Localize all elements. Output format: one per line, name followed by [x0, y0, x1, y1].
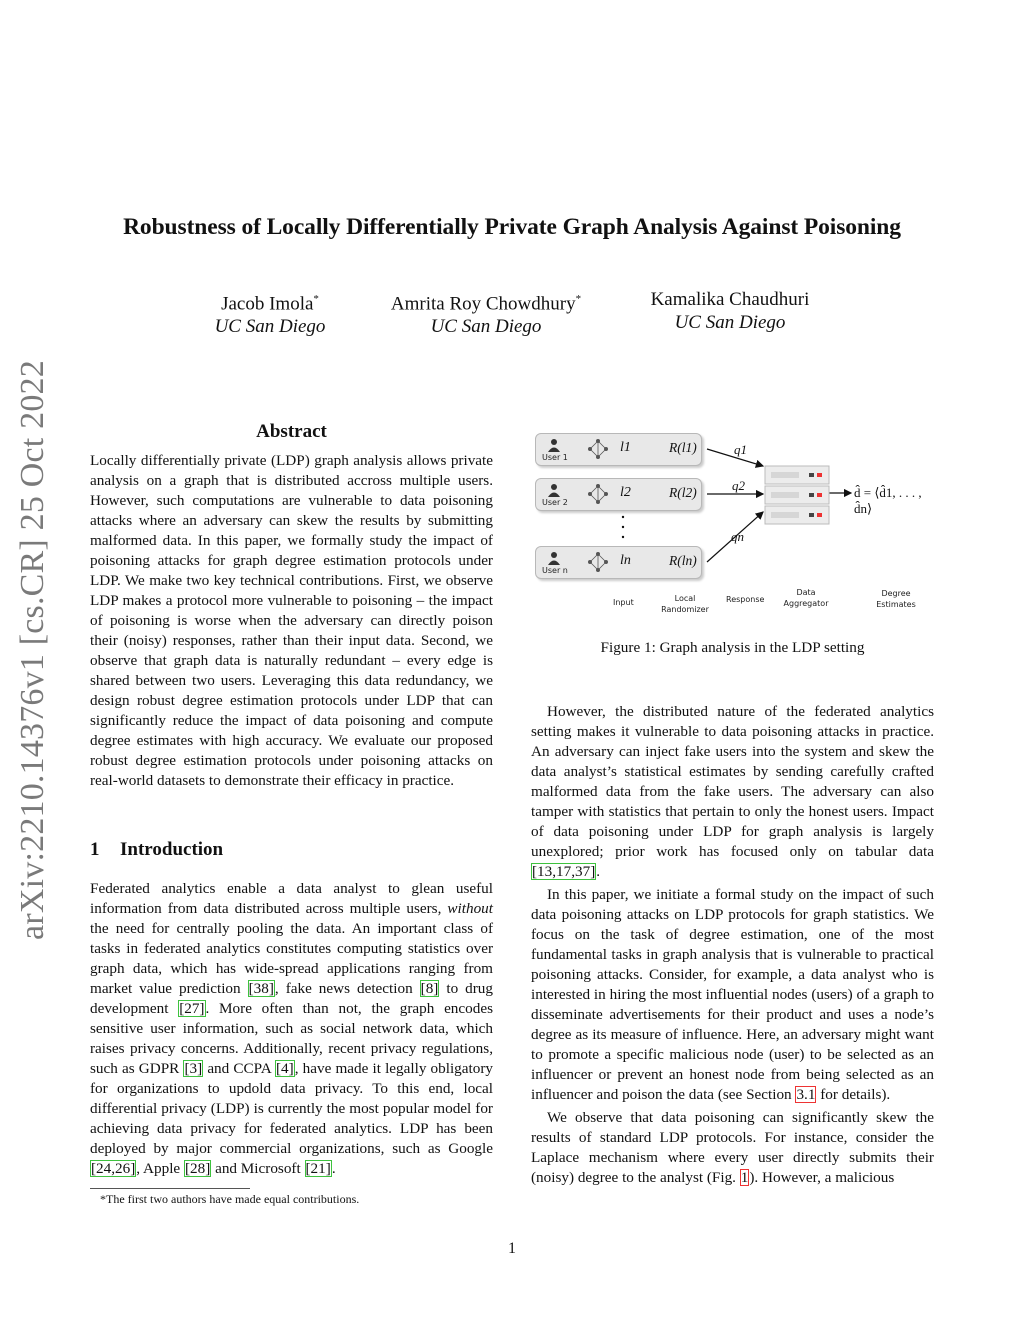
- user-box-2: [535, 478, 702, 511]
- user-icon: [548, 483, 560, 497]
- figure-1: [531, 428, 941, 623]
- local-input: l2: [620, 485, 631, 500]
- user-box-1: [535, 433, 702, 466]
- citation-link[interactable]: [24,26]: [91, 1160, 136, 1177]
- citation-link[interactable]: [38]: [248, 980, 274, 997]
- abstract-paragraph: Locally differentially private (LDP) graph analysis allows private analysis on a graph that is distributed accross multiple users. However, such computations are vulnerable to data poisoning attacks where an adversary can skew the results by submitting malformed data. In this paper, we formally study the impact of poisoning attacks for graph degree estimation protocols under LDP. We make two key technical contributions. First, we observe LDP makes a protocol more vulnerable to poisoning – the impact of poisoning is worse when the adversary can directly poison their (noisy) responses, rather than their input data. Second, we observe that graph data is naturally redundant – every edge is shared between two users. Leveraging this data redundancy, we design robust degree estimation protocols under LDP that can significantly reduce the impact of data poisoning and compute degree estimates with high accuracy. We evaluate our proposed robust degree estimation protocols under poisoning attacks on real-world datasets to demonstrate their efficacy in practice.: [90, 452, 493, 789]
- author-name: Amrita Roy Chowdhury: [390, 293, 576, 315]
- author-affiliation: UC San Diego: [430, 316, 542, 338]
- citation-link[interactable]: [28]: [184, 1160, 211, 1177]
- intro-text: [90, 879, 493, 1179]
- abstract-text: [90, 451, 493, 791]
- figure-link[interactable]: 1: [740, 1169, 749, 1186]
- citation-link[interactable]: [8]: [420, 980, 439, 997]
- output-estimate: d̂ = ⟨d̂1, . . . , d̂n⟩: [854, 485, 922, 516]
- author-affiliation: UC San Diego: [674, 312, 786, 333]
- paper-title: Robustness of Locally Differentially Private Graph Analysis Against Poisoning: [123, 214, 901, 240]
- randomized-response: R(ln): [669, 553, 697, 568]
- author-block-2: [375, 288, 597, 338]
- query-label: q2: [732, 478, 745, 493]
- author-block-3: [630, 288, 830, 334]
- body-paragraph: In this paper, we initiate a formal study on the impact of such data poisoning attacks on LDP protocols for graph statistics. We focus on the task of degree estimation, one of the most fundamental tasks in graph analysis that is vulnerable to practical poisoning attacks. Consider, for example, a data analyst who is interested in hiring the most influential nodes (users) of a graph to disseminate advertisements for their product and uses a node’s degree as its measure of influence. Here, an adversary might want to promote a specific malicious node (user) to be selected as an influencer or prevent an honest node from being selected as an influencer and poison the data (see Section 3.1 for details).: [531, 886, 934, 1103]
- section-title: Introduction: [120, 839, 224, 860]
- graph-icon: [586, 551, 610, 573]
- author-mark: *: [575, 293, 582, 305]
- server-icon: [765, 466, 829, 524]
- query-label: qn: [731, 529, 744, 544]
- figure-caption: Figure 1: Graph analysis in the LDP setting: [600, 639, 865, 656]
- citation-link[interactable]: [3]: [184, 1060, 203, 1077]
- citation-link[interactable]: [13,17,37]: [532, 863, 596, 880]
- section-link[interactable]: 3.1: [796, 1086, 816, 1103]
- stage-label: Response: [726, 595, 765, 604]
- page-number: 1: [508, 1240, 516, 1257]
- query-label: q1: [734, 442, 747, 457]
- stage-label: Degree Estimates: [876, 589, 916, 609]
- author-name: Kamalika Chaudhuri: [650, 289, 810, 310]
- footnote-rule: [90, 1188, 250, 1189]
- user-label: User n: [542, 566, 568, 575]
- author-name: Jacob Imola: [221, 293, 314, 315]
- randomized-response: R(l1): [669, 440, 697, 455]
- randomized-response: R(l2): [669, 485, 697, 500]
- user-box-n: [535, 546, 702, 579]
- body-paragraph: We observe that data poisoning can significantly skew the results of standard LDP protocols. For instance, consider the Laplace mechanism where every user directly submits their (noisy) degree to the analyst (Fig. 1). However, a malicious: [531, 1109, 934, 1186]
- footnote: *The first two authors have made equal contributions.: [100, 1192, 360, 1206]
- user-icon: [548, 551, 560, 565]
- arxiv-id-text: arXiv:2210.14376v1 [cs.CR] 25 Oct 2022: [14, 360, 51, 940]
- author-affiliation: UC San Diego: [214, 316, 326, 338]
- citation-link[interactable]: [4]: [275, 1060, 294, 1077]
- user-label: User 1: [542, 453, 568, 462]
- graph-icon: [586, 438, 610, 460]
- citation-link[interactable]: [21]: [305, 1160, 331, 1177]
- local-input: ln: [620, 553, 631, 568]
- user-icon: [548, 438, 560, 452]
- section-number: 1: [90, 839, 100, 860]
- stage-label: Local Randomizer: [661, 594, 709, 614]
- body-paragraph: However, the distributed nature of the federated analytics setting makes it vulnerable to data poisoning attacks in practice. An adversary can inject fake users into the system and skew the data analyst’s statistical estimates by sending carefully crafted malformed data from the fake users. The adversary can also tamper with statistics that pertain to only the honest users. Impact of data poisoning under LDP for graph analysis is largely unexplored; prior work has focused only on tabular data [13,17,37].: [531, 703, 934, 880]
- abstract-heading: Abstract: [256, 421, 327, 442]
- stage-label: Data Aggregator: [783, 588, 829, 608]
- section-heading: [90, 839, 223, 861]
- user-label: User 2: [542, 498, 568, 507]
- citation-link[interactable]: [27]: [179, 1000, 205, 1017]
- right-column-text: [531, 702, 934, 1188]
- author-mark: *: [313, 293, 319, 305]
- graph-icon: [586, 483, 610, 505]
- intro-paragraph: Federated analytics enable a data analyst to glean useful information from data distributed across multiple users, without the need for centrally pooling the data. An important class of tasks in federated analytics constitutes computing statistics over graph data, which has wide-spread applications ranging from market value prediction [38], fake news detection [8] to drug development [27]. More often than not, the graph encodes sensitive user information, such as social network data, which raises privacy concerns. Additionally, recent privacy regulations, such as GDPR [3] and CCPA [4], have made it legally obligatory for organizations to updold data privacy. To this end, local differential privacy (LDP) is currently the most popular model for achieving data privacy for federated analytics. LDP has been deployed by major commercial organizations, such as Google [24,26], Apple [28] and Microsoft [21].: [90, 880, 493, 1177]
- local-input: l1: [620, 440, 631, 455]
- author-block-1: [190, 288, 350, 338]
- arxiv-identifier: [8, 358, 58, 943]
- stage-label: Input: [613, 598, 634, 607]
